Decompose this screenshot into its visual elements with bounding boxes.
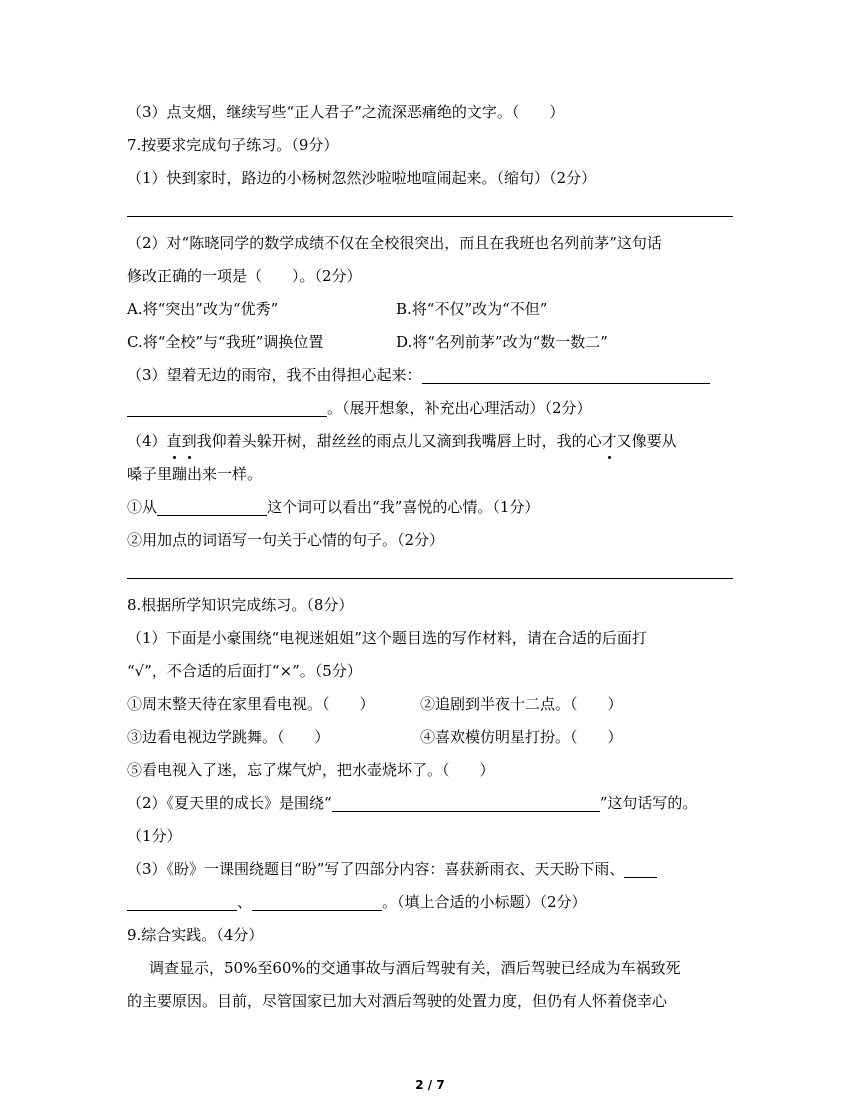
q7-4-line2: 嗓子里蹦出来一样。 <box>127 465 263 483</box>
q7-heading: 7.按要求完成句子练习。（9分） <box>127 136 339 154</box>
q8-2-line2: （1分） <box>127 827 182 845</box>
option-b[interactable]: B.将“不仅”改为“不但” <box>396 300 548 318</box>
q8-3-prompt: （3）《盼》一课围绕题目“盼”写了四部分内容：喜获新雨衣、天天盼下雨、 <box>127 860 625 878</box>
option-a[interactable]: A.将“突出”改为“优秀” <box>127 300 279 318</box>
dotted-char: 到 <box>182 425 197 457</box>
q7-3-line1 <box>127 359 710 391</box>
material-2[interactable]: ②追剧到半夜十二点。（ ） <box>420 695 623 713</box>
q6-item-3: （3）点支烟，继续写些“正人君子”之流深恶痛绝的文字。（ ） <box>127 103 565 121</box>
dotted-char: 才 <box>602 425 617 457</box>
material-1[interactable]: ①周末整天待在家里看电视。（ ） <box>127 695 375 713</box>
answer-line-q7-1[interactable] <box>127 216 733 217</box>
q7-3-line2 <box>127 392 592 424</box>
q8-1-line1: （1）下面是小豪围绕“电视迷姐姐”这个题目选的写作材料，请在合适的后面打 <box>127 629 647 647</box>
blank-q7-4-word[interactable] <box>157 495 267 516</box>
q7-4-sub2: ②用加点的词语写一句关于心情的句子。（2分） <box>127 531 445 549</box>
q7-4-tail: 又像要从 <box>616 432 677 450</box>
q9-passage-line2: 的主要原因。目前，尽管国家已加大对酒后驾驶的处置力度，但仍有人怀着侥幸心 <box>127 992 668 1010</box>
q9-passage-line1: 调查显示，50%至60%的交通事故与酒后驾驶有关，酒后驾驶已经成为车祸致死 <box>149 959 681 977</box>
q7-4-sub1-prefix: ①从 <box>127 498 158 516</box>
q7-3-prompt: （3）望着无边的雨帘，我不由得担心起来： <box>127 366 422 384</box>
blank-q8-2[interactable] <box>332 791 600 812</box>
q8-3-separator: 、 <box>237 893 253 911</box>
q8-3-line1 <box>127 853 657 885</box>
q7-4-sub1-tail: 这个词可以看出“我”喜悦的心情。（1分） <box>267 498 540 516</box>
q8-heading: 8.根据所学知识完成练习。（8分） <box>127 596 354 614</box>
material-3[interactable]: ③边看电视边学跳舞。（ ） <box>127 728 330 746</box>
material-4[interactable]: ④喜欢模仿明星打扮。（ ） <box>420 728 623 746</box>
q7-2-line2: 修改正确的一项是（ ）。（2分） <box>127 267 362 285</box>
q8-1-line2: “√”，不合适的后面打“×”。（5分） <box>127 662 362 680</box>
blank-q7-3a[interactable] <box>422 363 710 384</box>
blank-q8-3b[interactable] <box>127 890 237 911</box>
q8-2-prefix: （2）《夏天里的成长》是围绕“ <box>127 794 332 812</box>
q7-4-sub1 <box>127 491 539 523</box>
q7-1: （1）快到家时，路边的小杨树忽然沙啦啦地喧闹起来。（缩句）（2分） <box>127 169 597 187</box>
material-5[interactable]: ⑤看电视入了迷，忘了煤气炉，把水壶烧坏了。（ ） <box>127 761 495 779</box>
q8-2-tail: ”这句话写的。 <box>599 794 698 812</box>
blank-q8-3c[interactable] <box>252 890 382 911</box>
q7-4-prefix: （4） <box>127 432 167 450</box>
blank-q7-3b[interactable] <box>127 396 327 417</box>
q7-3-tail: 。（展开想象，补充出心理活动）（2分） <box>327 399 592 417</box>
option-d[interactable]: D.将“名列前茅”改为“数一数二” <box>396 333 608 351</box>
blank-q8-3a[interactable] <box>624 857 657 878</box>
dotted-char: 直 <box>167 425 182 457</box>
q7-4-sentence: 我仰着头躲开树，甜丝丝的雨点儿又滴到我嘴唇上时，我的心 <box>196 432 602 450</box>
q7-2-line1: （2）对“陈晓同学的数学成绩不仅在全校很突出，而且在我班也名列前茅”这句话 <box>127 234 662 252</box>
q8-3-line2 <box>127 886 587 918</box>
answer-line-q7-4[interactable] <box>127 578 733 579</box>
q8-3-tail: 。（填上合适的小标题）（2分） <box>382 893 587 911</box>
q8-2-line1 <box>127 787 697 819</box>
option-c[interactable]: C.将“全校”与“我班”调换位置 <box>127 333 324 351</box>
q7-4-line1 <box>127 425 677 457</box>
page-number: 2 / 7 <box>415 1078 445 1092</box>
q9-heading: 9.综合实践。（4分） <box>127 926 264 944</box>
